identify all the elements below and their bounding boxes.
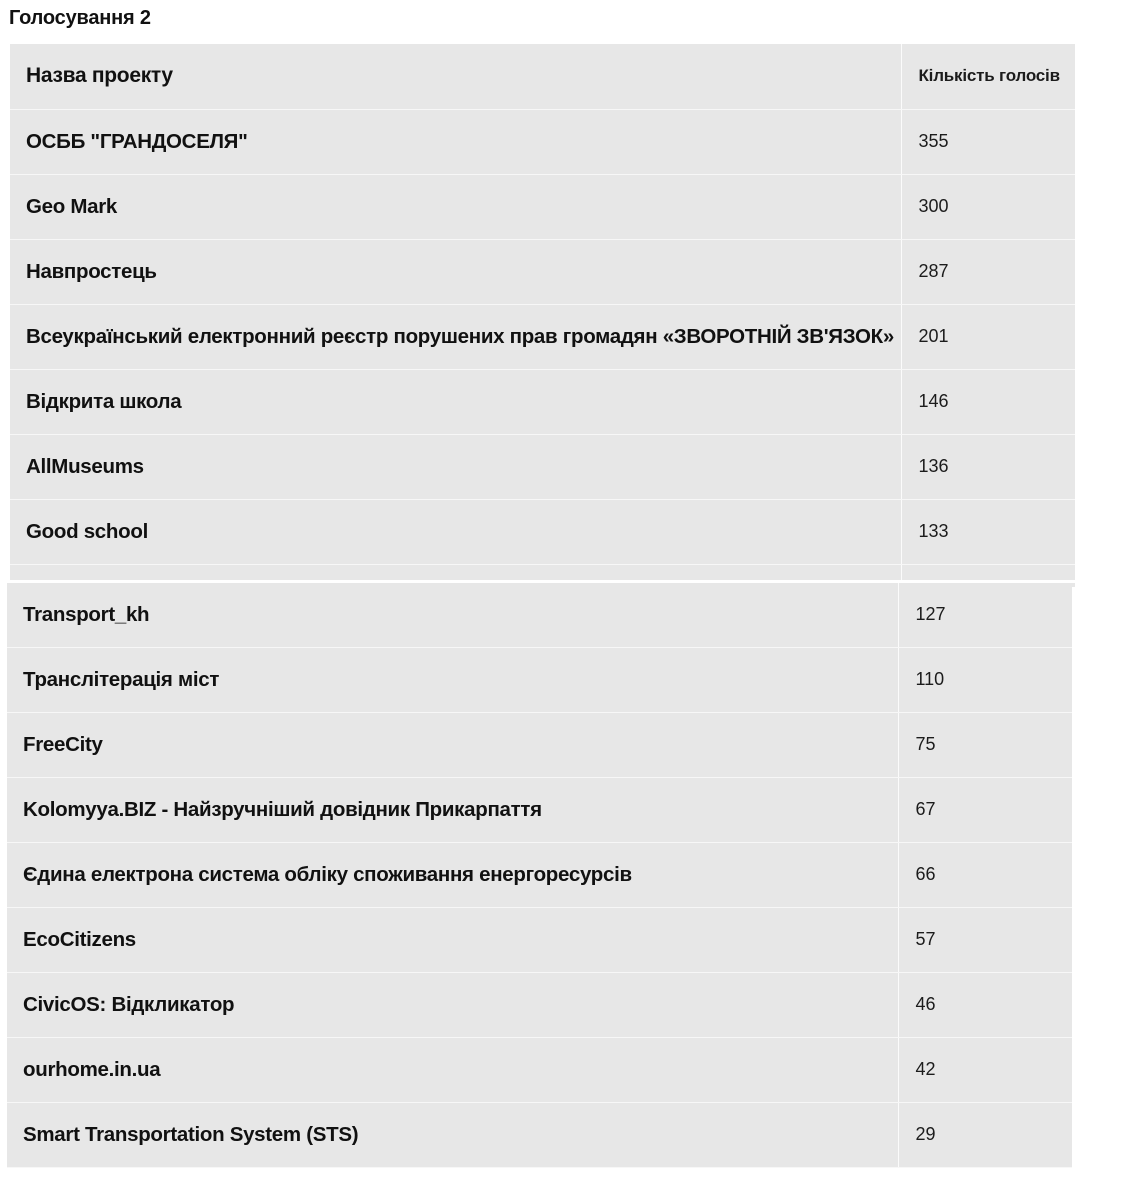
project-name-cell: Good school bbox=[10, 499, 901, 564]
vote-count-cell: 75 bbox=[898, 712, 1072, 777]
project-name-cell: EcoCitizens bbox=[7, 907, 898, 972]
table-row bbox=[10, 304, 1075, 369]
table-row bbox=[7, 972, 1072, 1037]
table-row bbox=[10, 174, 1075, 239]
table-row bbox=[7, 1102, 1072, 1167]
votes-table-top bbox=[10, 44, 1075, 580]
vote-count-cell: 46 bbox=[898, 972, 1072, 1037]
vote-count-cell: 146 bbox=[901, 369, 1075, 434]
empty-cell bbox=[901, 564, 1075, 580]
project-name-cell: Geo Mark bbox=[10, 174, 901, 239]
vote-count-cell: 66 bbox=[898, 842, 1072, 907]
column-header-project-name: Назва проекту bbox=[10, 44, 901, 109]
table-row bbox=[7, 583, 1072, 647]
table-edge-strip bbox=[1072, 583, 1075, 587]
project-name-cell: Smart Transportation System (STS) bbox=[7, 1102, 898, 1167]
page-title: Голосування 2 bbox=[9, 7, 151, 29]
table-row bbox=[10, 109, 1075, 174]
project-name-cell: ourhome.in.ua bbox=[7, 1037, 898, 1102]
table-row bbox=[7, 907, 1072, 972]
vote-count-cell: 57 bbox=[898, 907, 1072, 972]
vote-count-cell: 136 bbox=[901, 434, 1075, 499]
column-header-vote-count: Кількість голосів bbox=[901, 44, 1075, 109]
project-name-cell: FreeCity bbox=[7, 712, 898, 777]
project-name-cell: ОСББ "ГРАНДОСЕЛЯ" bbox=[10, 109, 901, 174]
vote-count-cell: 110 bbox=[898, 647, 1072, 712]
empty-cell bbox=[10, 564, 901, 580]
table-row-cut-edge bbox=[10, 564, 1075, 580]
project-name-cell: Транслітерація міст bbox=[7, 647, 898, 712]
table-row bbox=[7, 842, 1072, 907]
vote-count-cell: 127 bbox=[898, 583, 1072, 647]
vote-count-cell: 29 bbox=[898, 1102, 1072, 1167]
project-name-cell: AllMuseums bbox=[10, 434, 901, 499]
table-row bbox=[7, 1037, 1072, 1102]
table-row bbox=[10, 499, 1075, 564]
project-name-cell: CivicOS: Відкликатор bbox=[7, 972, 898, 1037]
vote-count-cell: 42 bbox=[898, 1037, 1072, 1102]
votes-table-bottom bbox=[7, 583, 1072, 1168]
table-row bbox=[7, 777, 1072, 842]
table-row bbox=[7, 647, 1072, 712]
project-name-cell: Kolomyya.BIZ - Найзручніший довідник Прикарпаття bbox=[7, 777, 898, 842]
table-row bbox=[10, 239, 1075, 304]
vote-count-cell: 355 bbox=[901, 109, 1075, 174]
table-row bbox=[7, 712, 1072, 777]
vote-count-cell: 300 bbox=[901, 174, 1075, 239]
project-name-cell: Навпростець bbox=[10, 239, 901, 304]
vote-count-cell: 201 bbox=[901, 304, 1075, 369]
vote-count-cell: 287 bbox=[901, 239, 1075, 304]
project-name-cell: Єдина електрона система обліку споживання енергоресурсів bbox=[7, 842, 898, 907]
table-header-row bbox=[10, 44, 1075, 109]
project-name-cell: Transport_kh bbox=[7, 583, 898, 647]
project-name-cell: Відкрита школа bbox=[10, 369, 901, 434]
project-name-cell: Всеукраїнський електронний реєстр порушених прав громадян «ЗВОРОТНІЙ ЗВ'ЯЗОК» bbox=[10, 304, 901, 369]
table-row bbox=[10, 369, 1075, 434]
vote-count-cell: 133 bbox=[901, 499, 1075, 564]
vote-count-cell: 67 bbox=[898, 777, 1072, 842]
table-row bbox=[10, 434, 1075, 499]
